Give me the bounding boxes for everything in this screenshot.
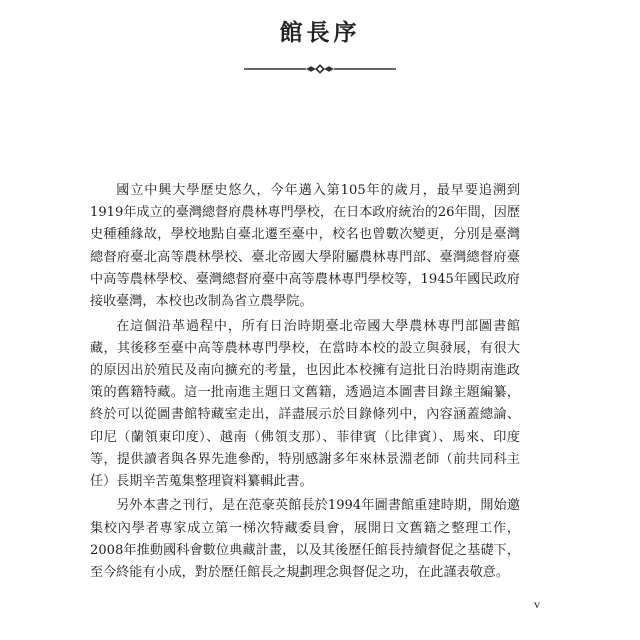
preface-body [90,180,520,587]
preface-paragraph: 另外本書之刊行，是在范豪英館長於1994年圖書館重建時期，開始邀集校內學者專家成立第一梯次特藏委員會，展開日文舊籍之整理工作，2008年推動國科會數位典藏計畫，以及其後歷任館長持續督促之基礎下，至今終能有小成，對於歷任館長之規劃理念與督促之功，在此謹表敬意。 [90,498,520,581]
page-number: v [534,597,540,611]
page-title: 館長序 [279,19,361,46]
preface-paragraph: 在這個沿革過程中，所有日治時期臺北帝國大學農林專門部圖書館藏，其後移至臺中高等農林專門學校，在當時本校的設立與發展，有很大的原因出於殖民及南向擴充的考量，也因此本校擁有這批日治時期南進政策的舊籍特藏。這一批南進主題日文舊籍，透過這本圖書目錄主題編纂，終於可以從圖書館特藏室走出，詳盡展示於目錄條列中，內容涵蓋總論、印尼（蘭領東印度）、越南（佛領支那）、菲律賓（比律賓）、馬來、印度等，提供讀者與各界先進參酌，特別感謝多年來林景淵老師（前共同科主任）長期辛苦蒐集整理資料纂輯此書。 [90,318,520,489]
preface-paragraph: 國立中興大學歷史悠久，今年邁入第105年的歲月，最早要追溯到1919年成立的臺灣總督府農林專門學校，在日本政府統治的26年間，因歷史種種緣故，學校地點自臺北遷至臺中，校名也曾數次變更，分別是臺灣總督府臺北高等農林學校、臺北帝國大學附屬農林專門部、臺灣總督府臺中高等農林學校、臺灣總督府臺中高等農林專門學校等，1945年國民政府接收臺灣，本校也改制為省立農學院。 [90,183,520,310]
diamond-flourish-icon [244,63,396,75]
